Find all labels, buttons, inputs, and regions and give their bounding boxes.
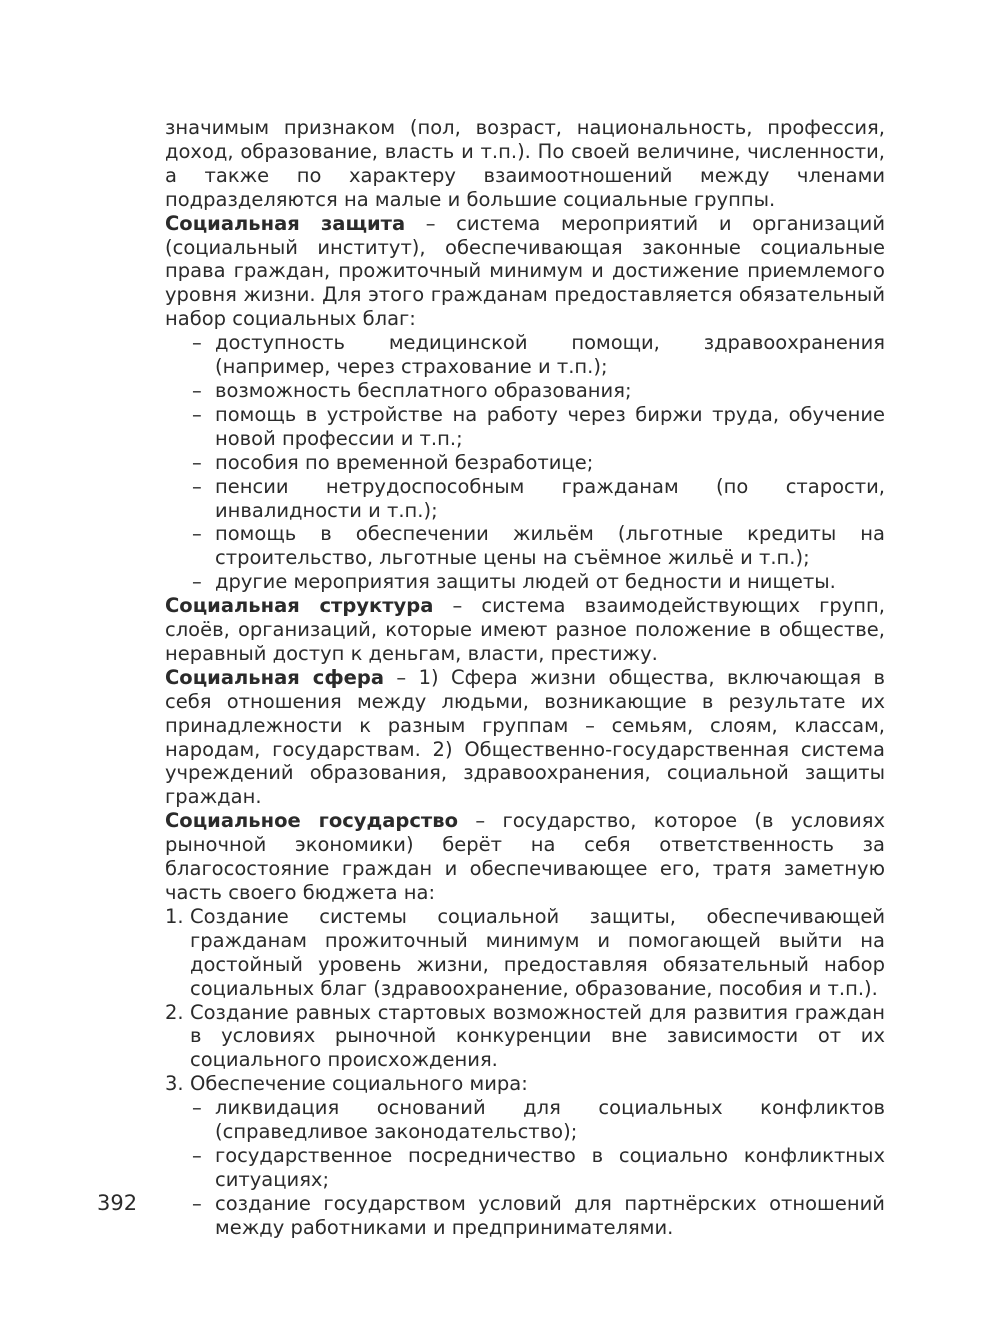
- list-item: – государственное посредничество в социально конфликтных ситуациях;: [165, 1144, 885, 1192]
- list-item: – ликвидация оснований для социальных конфликтов (справедливое законодательство);: [165, 1096, 885, 1144]
- list-item: – пенсии нетрудоспособным гражданам (по старости, инвалидности и т.п.);: [165, 475, 885, 523]
- item-text: Создание равных стартовых возможностей для развития граждан в условиях рыночной конкуренции вне зависимости от их социального происхождения.: [190, 1000, 885, 1072]
- term-social-structure: Социальная структура: [165, 594, 434, 618]
- numbered-item: [165, 905, 885, 1001]
- definition-social-structure: [165, 594, 885, 666]
- list-item: – помощь в устройстве на работу через биржи труда, обучение новой профессии и т.п.;: [165, 403, 885, 451]
- definition-text: – 1) Сфера жизни общества, включающая в себя отношения между людьми, возникающие в результате их принадлежности к разным группам – семьям, слоям, классам, народам, государствам. 2) Общественно-государственная система учреждений образования, здравоохранения, социальной защиты граждан.: [165, 665, 885, 809]
- definition-social-sphere: [165, 666, 885, 809]
- term-social-sphere: Социальная сфера: [165, 665, 385, 689]
- term-social-protection: Социальная защита: [165, 211, 406, 235]
- numbered-item: [165, 1072, 885, 1096]
- definition-text: – система взаимодействующих групп, слоёв, организаций, которые имеют разное положение в обществе, неравный доступ к деньгам, власти, престижу.: [165, 594, 886, 665]
- list-item: – создание государством условий для партнёрских отношений между работниками и предпринимателями.: [165, 1192, 885, 1240]
- definition-social-protection: [165, 212, 885, 332]
- item-text: Создание системы социальной защиты, обеспечивающей гражданам прожиточный минимум и помогающей выйти на достойный уровень жизни, предоставляя обязательный набор социальных благ (здравоохранение, образование, пособия и т.п.).: [190, 904, 885, 1000]
- list-item: – помощь в обеспечении жильём (льготные кредиты на строительство, льготные цены на съёмное жильё и т.п.);: [165, 522, 885, 570]
- item-number: 1.: [165, 904, 184, 928]
- definition-text: – система мероприятий и организаций (социальный институт), обеспечивающая законные социальные права граждан, прожиточный минимум и достижение приемлемого уровня жизни. Для этого гражданам предоставляется обязательный набор социальных благ:: [165, 211, 885, 331]
- item-number: 3.: [165, 1072, 184, 1096]
- list-item: – доступность медицинской помощи, здравоохранения (например, через страхование и т.п.);: [165, 331, 885, 379]
- page-body: [165, 116, 885, 1240]
- list-item: – другие мероприятия защиты людей от бедности и нищеты.: [165, 570, 885, 594]
- page-number: 392: [97, 1191, 138, 1215]
- definition-social-state: [165, 809, 885, 905]
- definition-text: – государство, которое (в условиях рыночной экономики) берёт на себя ответственность за благосостояние граждан и обеспечивающее его, тратя заметную часть своего бюджета на:: [165, 809, 885, 904]
- item-text: Обеспечение социального мира:: [190, 1072, 528, 1096]
- list-item: – возможность бесплатного образования;: [165, 379, 885, 403]
- item-number: 2.: [165, 1000, 184, 1024]
- list-item: – пособия по временной безработице;: [165, 451, 885, 475]
- numbered-item: [165, 1001, 885, 1073]
- term-social-state: Социальное государство: [165, 809, 458, 833]
- intro-paragraph: значимым признаком (пол, возраст, национальность, профессия, доход, образование, власть и т.п.). По своей величине, численности, а также по характеру взаимоотношений между членами подразделяются на малые и большие социальные группы.: [165, 116, 885, 211]
